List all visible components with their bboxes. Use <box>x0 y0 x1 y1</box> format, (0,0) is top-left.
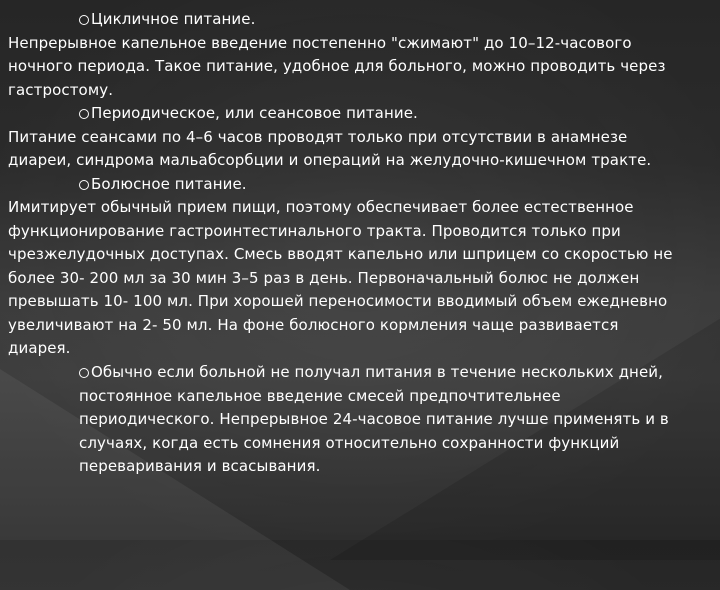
bullet-bolus-feeding <box>79 173 247 197</box>
paragraph-line: более 30- 200 мл за 30 мин 3–5 раз в день. Первоначальный болюс не должен <box>8 269 640 287</box>
circle-bullet-icon <box>79 15 89 25</box>
circle-bullet-icon <box>79 109 89 119</box>
bullet-continuation-line: постоянное капельное введение смесей предпочтительнее <box>79 387 561 405</box>
paragraph-line: увеличивают на 2- 50 мл. На фоне болюсного кормления чаще развивается <box>8 316 619 334</box>
paragraph-line: функционирование гастроинтестинального тракта. Проводится только при <box>8 222 621 240</box>
bullet-text: Болюсное питание. <box>91 175 247 193</box>
paragraph-line: превышать 10- 100 мл. При хорошей переносимости вводимый объем ежедневно <box>8 292 668 310</box>
paragraph-line: чрезжелудочных доступах. Смесь вводят капельно или шприцем со скоростью не <box>8 245 673 263</box>
bullet-text: Периодическое, или сеансовое питание. <box>91 104 418 122</box>
bullet-continuation-line: случаях, когда есть сомнения относительно сохранности функций <box>79 434 620 452</box>
bullet-text: Обычно если больной не получал питания в течение нескольких дней, <box>91 363 663 381</box>
paragraph-line: диарея. <box>8 339 71 357</box>
paragraph-line: Имитирует обычный прием пищи, поэтому обеспечивает более естественное <box>8 198 634 216</box>
bullet-cyclic-feeding <box>79 8 255 32</box>
bullet-continuation-line: переваривания и всасывания. <box>79 457 321 475</box>
paragraph-line: диареи, синдрома мальабсорбции и операций на желудочно-кишечном тракте. <box>8 151 652 169</box>
paragraph-line: гастростому. <box>8 81 114 99</box>
circle-bullet-icon <box>79 368 89 378</box>
paragraph-line: ночного периода. Такое питание, удобное для больного, можно проводить через <box>8 57 666 75</box>
paragraph-line: Непрерывное капельное введение постепенно "сжимают" до 10–12-часового <box>8 34 632 52</box>
circle-bullet-icon <box>79 180 89 190</box>
bullet-continuation-line: периодического. Непрерывное 24-часовое питание лучше применять и в <box>79 410 669 428</box>
bullet-text: Цикличное питание. <box>91 10 256 28</box>
bullet-note <box>79 361 663 385</box>
paragraph-line: Питание сеансами по 4–6 часов проводят только при отсутствии в анамнезе <box>8 128 628 146</box>
bullet-periodic-feeding <box>79 102 418 126</box>
